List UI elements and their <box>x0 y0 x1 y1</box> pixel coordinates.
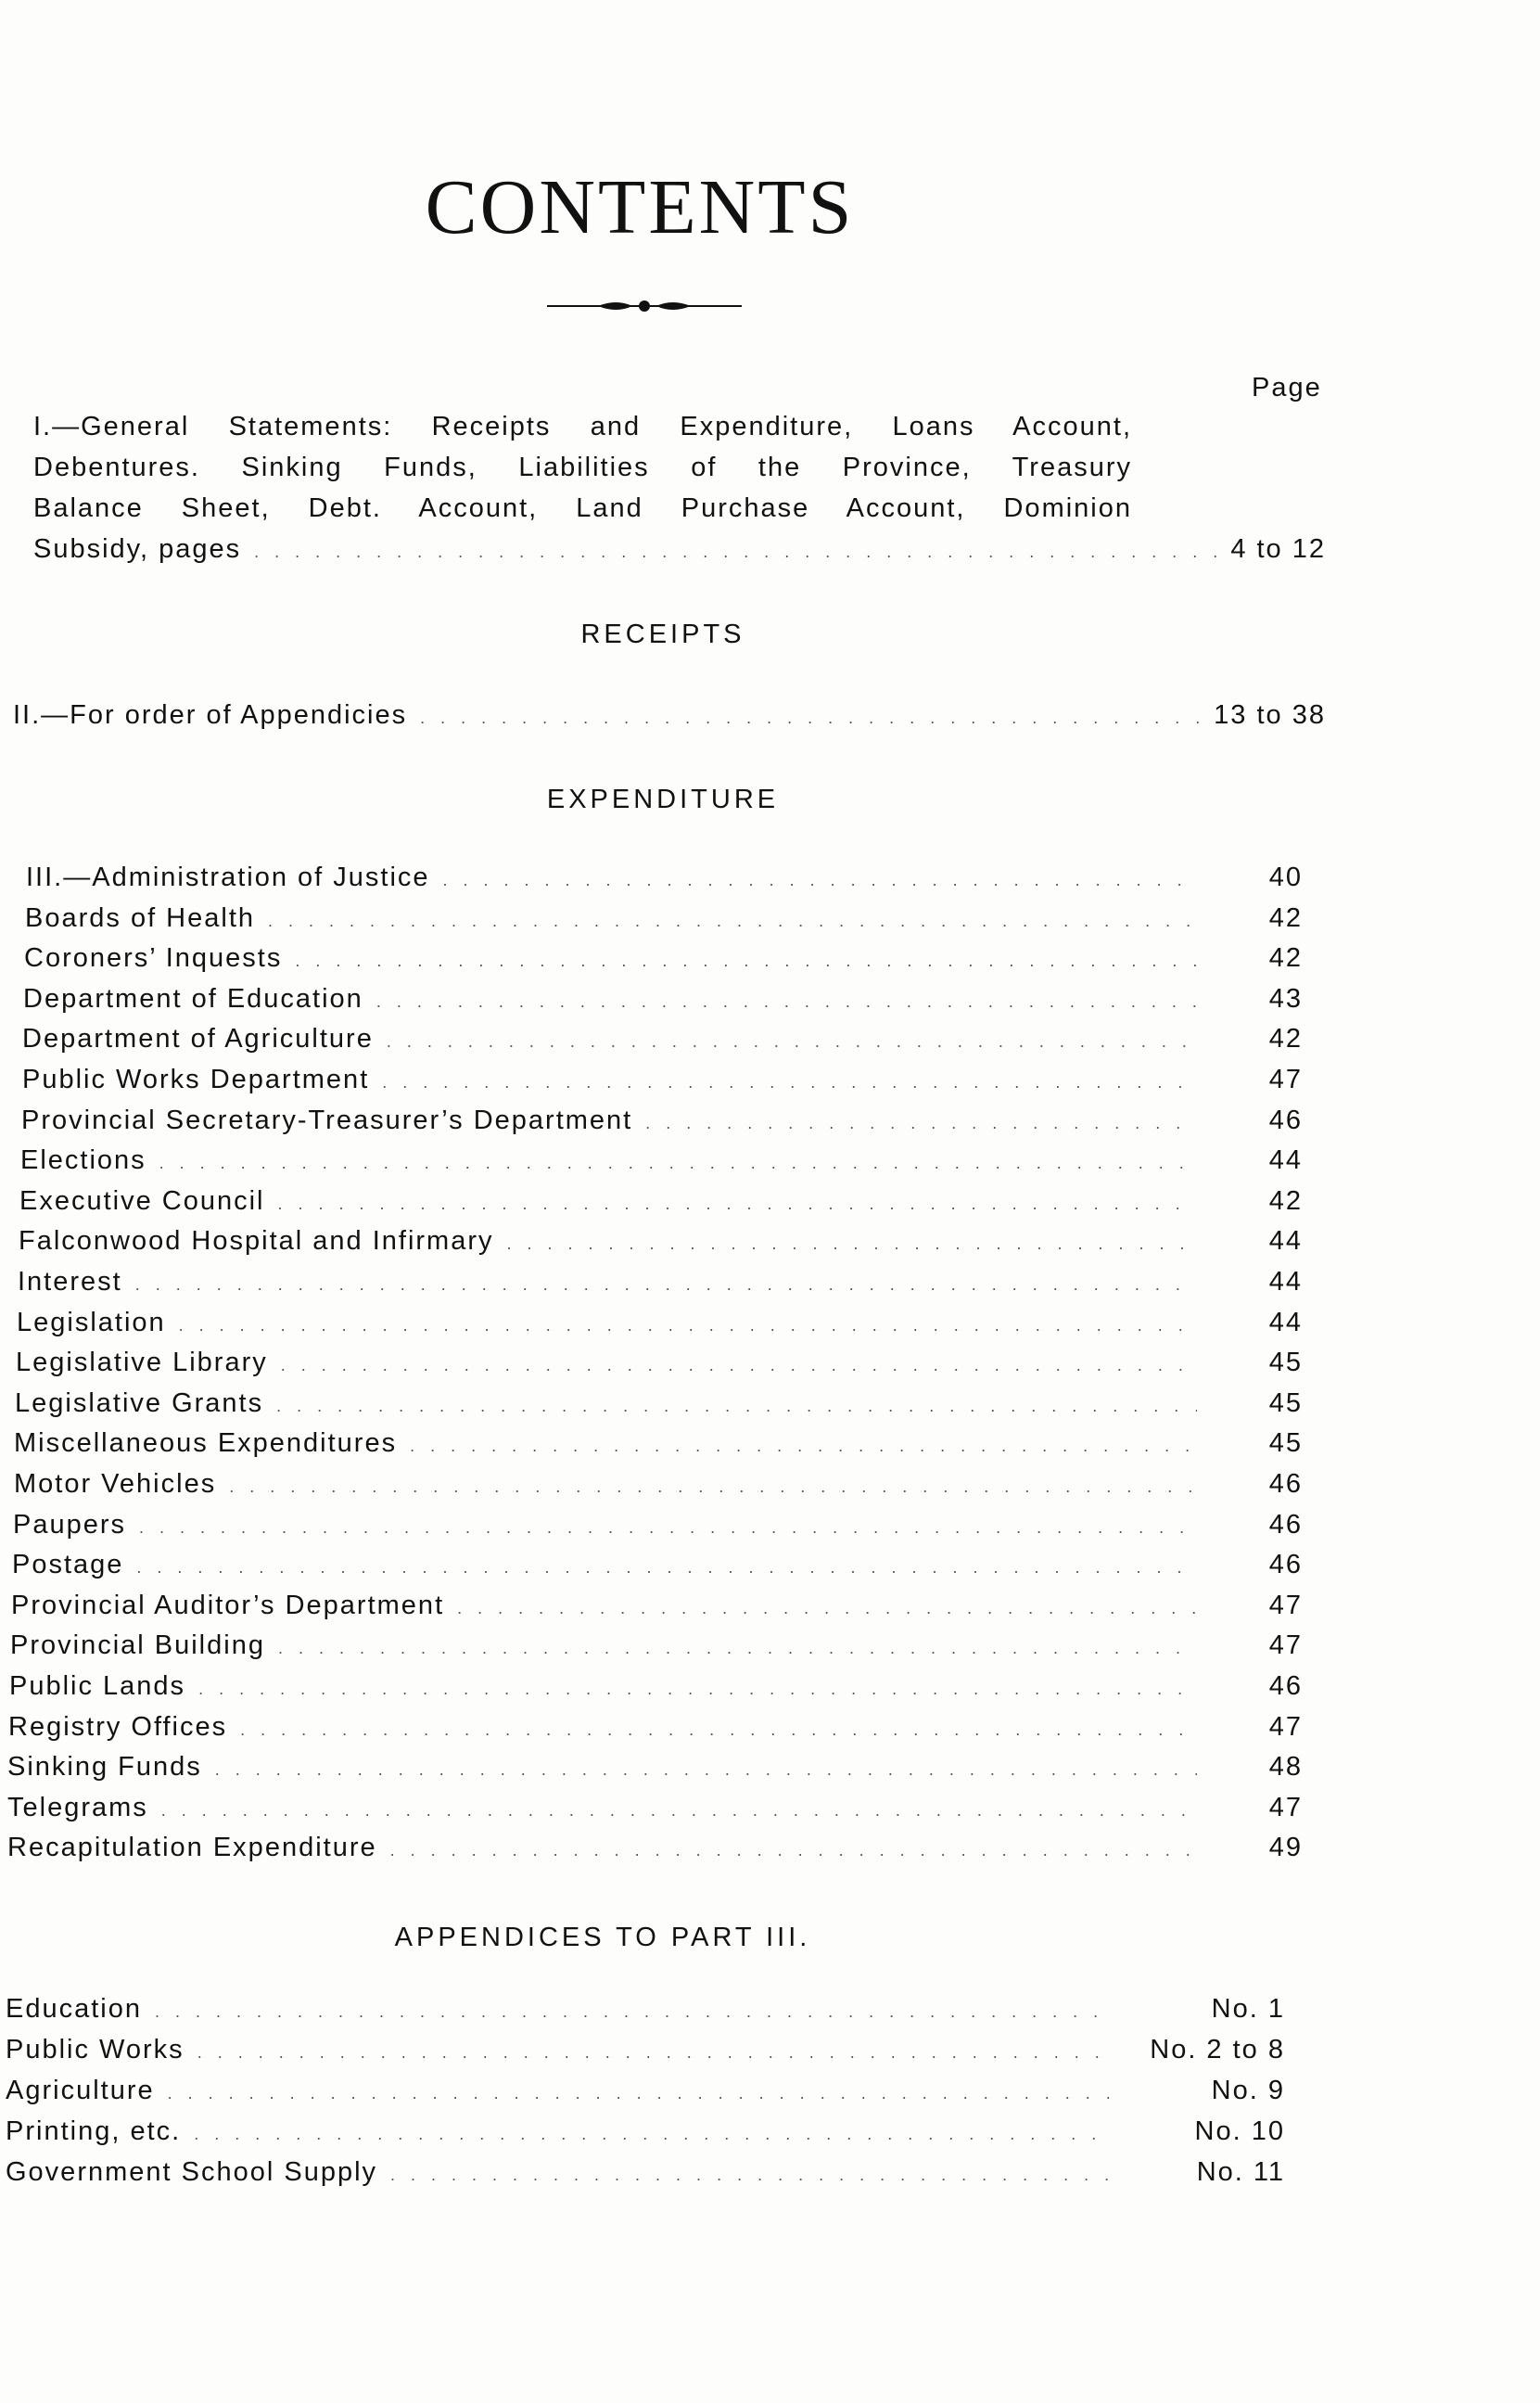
dot-leader <box>139 1518 1197 1538</box>
expenditure-entry <box>7 1793 1303 1834</box>
dot-leader <box>390 1841 1197 1860</box>
part1-last-line: Subsidy, pages <box>33 534 242 564</box>
dot-leader <box>410 1437 1197 1456</box>
expenditure-entry <box>13 1510 1303 1551</box>
expenditure-entry <box>18 1267 1303 1308</box>
dot-leader <box>443 871 1197 890</box>
receipts-heading: RECEIPTS <box>580 620 745 649</box>
appendix-entry <box>6 2157 1285 2198</box>
dot-leader <box>278 1639 1197 1658</box>
dot-leader <box>168 2084 1110 2103</box>
dot-leader <box>229 1477 1197 1497</box>
appendix-entry <box>6 2076 1285 2116</box>
entry-label: Provincial Building <box>10 1630 265 1660</box>
entry-label: Sinking Funds <box>7 1752 202 1782</box>
entry-label: Recapitulation Expenditure <box>7 1833 377 1862</box>
expenditure-entry <box>26 863 1303 903</box>
dot-leader <box>215 1760 1197 1780</box>
entry-page: No. 1 <box>1211 1994 1285 2024</box>
entry-label: Provincial Secretary-Treasurer’s Department <box>21 1106 633 1135</box>
entry-page: 46 <box>1268 1106 1303 1135</box>
dot-leader <box>457 1599 1197 1618</box>
entry-label: Government School Supply <box>6 2157 378 2187</box>
entry-page: 42 <box>1268 943 1303 973</box>
expenditure-entry <box>14 1469 1303 1510</box>
entry-page: 47 <box>1268 1065 1303 1094</box>
entry-page: 45 <box>1268 1348 1303 1377</box>
expenditure-entry <box>12 1550 1303 1591</box>
entry-label: Department of Agriculture <box>22 1024 374 1054</box>
entry-label: Executive Council <box>19 1186 265 1216</box>
part1-entry <box>33 406 1183 529</box>
entry-label: Printing, etc. <box>6 2116 182 2146</box>
entry-page: 46 <box>1268 1469 1303 1499</box>
entry-label: Education <box>6 1994 142 2024</box>
entry-label: Public Works Department <box>22 1065 370 1094</box>
dot-leader <box>420 709 1201 728</box>
ornament-divider <box>547 292 742 320</box>
dot-leader <box>278 1195 1198 1214</box>
entry-label: Boards of Health <box>25 903 256 933</box>
dot-leader <box>254 543 1217 562</box>
dot-leader <box>136 1558 1197 1578</box>
page-title: CONTENTS <box>425 164 855 250</box>
expenditure-entry <box>22 1024 1303 1065</box>
entry-page: 46 <box>1268 1550 1303 1579</box>
dot-leader <box>645 1114 1197 1133</box>
entry-page: 42 <box>1268 1024 1303 1054</box>
entry-page: No. 2 to 8 <box>1150 2035 1285 2064</box>
entry-page: 44 <box>1268 1145 1303 1175</box>
dot-leader <box>240 1720 1197 1740</box>
dot-leader <box>276 1397 1197 1416</box>
dot-leader <box>135 1275 1197 1295</box>
expenditure-entry <box>9 1671 1303 1712</box>
entry-label: Motor Vehicles <box>14 1469 217 1499</box>
expenditure-entry <box>25 903 1303 944</box>
dot-leader <box>281 1356 1197 1375</box>
entry-page: No. 9 <box>1211 2076 1285 2105</box>
part1-line: Debentures. Sinking Funds, Liabilities of the Province, Treasury <box>33 453 1132 482</box>
entry-page: 45 <box>1268 1388 1303 1418</box>
expenditure-entry <box>22 1065 1303 1106</box>
entry-page: 46 <box>1268 1671 1303 1701</box>
entry-label: Provincial Auditor’s Department <box>11 1591 445 1620</box>
dot-leader <box>198 1680 1197 1699</box>
entry-page: 47 <box>1268 1591 1303 1620</box>
dot-leader <box>506 1234 1197 1254</box>
entry-page: 44 <box>1268 1226 1303 1256</box>
expenditure-entry <box>7 1833 1303 1873</box>
entry-page: 45 <box>1268 1428 1303 1458</box>
receipts-entry <box>13 700 1326 741</box>
part1-pages: 4 to 12 <box>1230 534 1326 564</box>
entry-page: 47 <box>1268 1630 1303 1660</box>
expenditure-entry <box>19 1186 1303 1227</box>
entry-page: 47 <box>1268 1793 1303 1822</box>
entry-page: 42 <box>1268 903 1303 933</box>
entry-page: 46 <box>1268 1510 1303 1540</box>
dot-leader <box>376 992 1197 1012</box>
entry-label: Coroners’ Inquests <box>24 943 283 973</box>
entry-label: Interest <box>18 1267 122 1297</box>
expenditure-entry <box>10 1630 1303 1671</box>
dot-leader <box>161 1801 1197 1821</box>
entry-label: Legislative Grants <box>15 1388 264 1418</box>
dot-leader <box>159 1154 1197 1173</box>
entry-page: 47 <box>1268 1712 1303 1742</box>
part1-line: I.—General Statements: Receipts and Expenditure, Loans Account, <box>33 412 1132 441</box>
entry-label: II.—For order of Appendicies <box>13 700 408 730</box>
expenditure-entry <box>20 1145 1303 1186</box>
entry-page: No. 10 <box>1194 2116 1285 2146</box>
dot-leader <box>387 1032 1197 1052</box>
entry-label: Paupers <box>13 1510 127 1540</box>
dot-leader <box>155 2002 1110 2022</box>
entry-page: 44 <box>1268 1308 1303 1337</box>
expenditure-entry <box>19 1226 1303 1267</box>
entry-label: Registry Offices <box>8 1712 228 1742</box>
entry-label: Telegrams <box>7 1793 148 1822</box>
dot-leader <box>194 2125 1110 2144</box>
entry-label: Department of Education <box>23 984 363 1014</box>
expenditure-entry <box>14 1428 1303 1469</box>
dot-leader <box>295 952 1197 971</box>
entry-page: 43 <box>1268 984 1303 1014</box>
entry-label: Legislation <box>17 1308 166 1337</box>
entry-page: 40 <box>1268 863 1303 892</box>
expenditure-entry <box>17 1308 1303 1348</box>
entry-page: 44 <box>1268 1267 1303 1297</box>
entry-label: Elections <box>20 1145 146 1175</box>
expenditure-entry <box>11 1591 1303 1631</box>
expenditure-entry <box>8 1712 1303 1753</box>
dot-leader <box>382 1073 1197 1093</box>
dot-leader <box>390 2166 1110 2185</box>
appendix-entry <box>6 2116 1285 2157</box>
entry-page: 48 <box>1268 1752 1303 1782</box>
entry-page: 49 <box>1268 1833 1303 1862</box>
page-column-label: Page <box>1252 373 1322 403</box>
dot-leader <box>268 912 1197 931</box>
entry-page: 42 <box>1268 1186 1303 1216</box>
entry-label: Falconwood Hospital and Infirmary <box>19 1226 494 1256</box>
entry-label: Legislative Library <box>16 1348 268 1377</box>
appendix-entry <box>6 1994 1285 2035</box>
appendices-heading: APPENDICES TO PART III. <box>394 1923 811 1952</box>
part1-last-row <box>33 534 1326 575</box>
expenditure-entry <box>21 1106 1303 1146</box>
expenditure-entry <box>23 984 1303 1025</box>
entry-label: Public Lands <box>9 1671 186 1701</box>
entry-label: Postage <box>12 1550 124 1579</box>
appendix-entry <box>6 2035 1285 2076</box>
expenditure-entry <box>7 1752 1303 1793</box>
entry-label: Miscellaneous Expenditures <box>14 1428 398 1458</box>
entry-page: No. 11 <box>1196 2157 1285 2187</box>
entry-label: Agriculture <box>6 2076 155 2105</box>
expenditure-entry <box>15 1388 1303 1429</box>
dot-leader <box>179 1316 1197 1336</box>
dot-leader <box>197 2043 1110 2063</box>
expenditure-entry <box>16 1348 1303 1388</box>
expenditure-entry <box>24 943 1303 984</box>
entry-page: 13 to 38 <box>1214 700 1326 730</box>
entry-label: Public Works <box>6 2035 185 2064</box>
entry-label: III.—Administration of Justice <box>26 863 430 892</box>
part1-line: Balance Sheet, Debt. Account, Land Purchase Account, Dominion <box>33 493 1132 523</box>
expenditure-heading: EXPENDITURE <box>546 785 780 814</box>
